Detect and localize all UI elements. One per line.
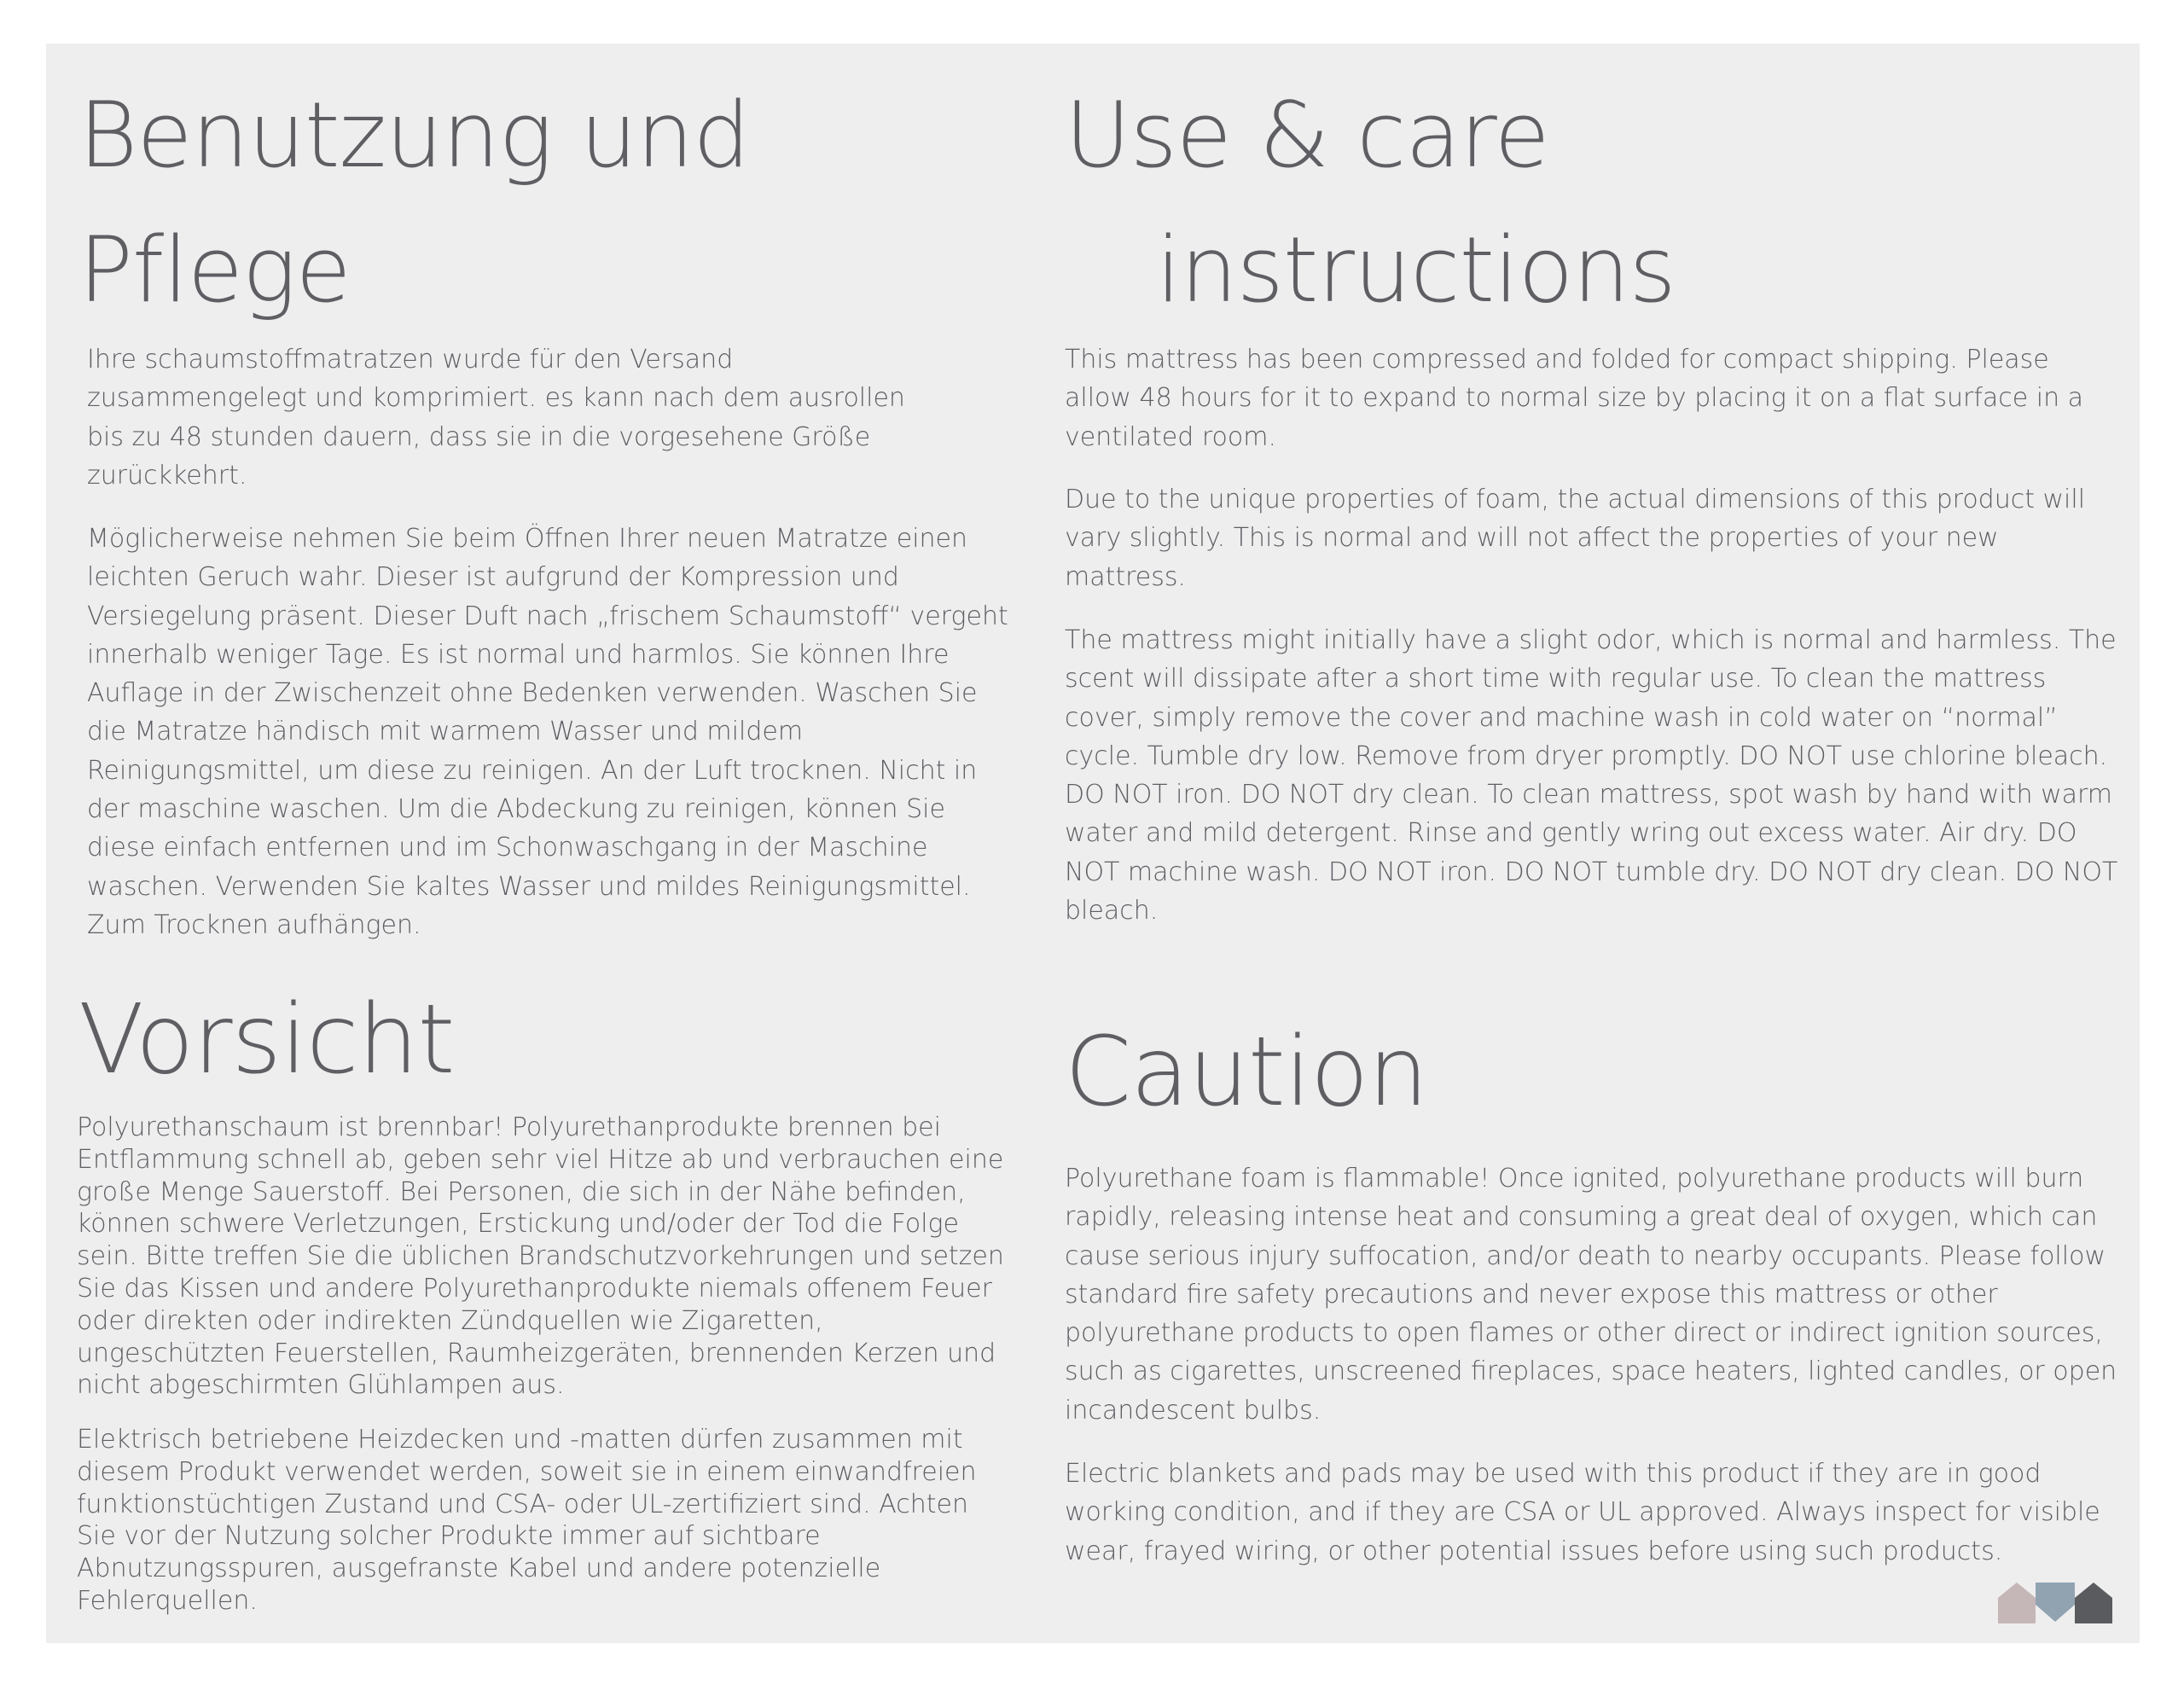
caution-paragraph-2: Electric blankets and pads may be used with this product if they are in good working condition, and if they are CSA or UL approved. Always inspect for visible wear, frayed wiring, or other potential issues before using such products. [1065,1459,2100,1566]
use-care-paragraph-1: This mattress has been compressed and folded for compact shipping. Please allow 48 hours for it to expand to normal size by placing it on a flat surface in a ventilated room. [1065,345,2084,452]
heading-use-care-line-1: Use & care [1065,83,1549,188]
heading-caution: Caution [1065,1017,1428,1128]
benutzung-paragraph-1: Ihre schaumstoffmatratzen wurde für den Versand zusammengelegt und komprimiert. es kann nach dem ausrollen bis zu 48 stunden dauern, dass sie in die vorgesehene Größe zurückkehrt. [87,345,905,491]
three-house-shapes-icon [1996,1583,2116,1625]
heading-use-care-line-2: instructions [1156,218,1676,322]
heading-benutzung-line-1: Benutzung und [78,83,750,188]
heading-benutzung-line-2: Pflege [78,218,351,322]
vorsicht-paragraph-1: Polyurethanschaum ist brennbar! Polyurethanprodukte brennen bei Entflammung schnell ab, geben sehr viel Hitze ab und verbrauchen eine große Menge Sauerstoff. Bei Personen, die sich in der Nähe befinden, können schwere Verletzungen, Erstickung und/oder der Tod die Folge sein. Bitte treffen Sie die üblichen Brandschutzvorkehrungen und setzen Sie das Kissen und andere Polyurethanprodukte niemals offenem Feuer oder direkten oder indirekten Zündquellen wie Zigaretten, ungeschützten Feuerstellen, Raumheizgeräten, brennenden Kerzen und nicht abgeschirmten Glühlampen aus. [77,1112,1004,1401]
logo-blue-shield [2036,1583,2075,1622]
logo-dark-house [2075,1583,2112,1623]
use-care-paragraph-3: The mattress might initially have a slight odor, which is normal and harmless. The scent will dissipate after a short time with regular use. To clean the mattress cover, simply remove the cover and machine wash in cold water on “normal” cycle. Tumble dry low. Remove from dryer promptly. DO NOT use chlorine bleach. DO NOT iron. DO NOT dry clean. To clean mattress, spot wash by hand with warm water and mild detergent. Rinse and gently wring out excess water. Air dry. DO NOT machine wash. DO NOT iron. DO NOT tumble dry. DO NOT dry clean. DO NOT bleach. [1065,625,2118,926]
caution-paragraph-1: Polyurethane foam is flammable! Once ignited, polyurethane products will burn rapidly, releasing intense heat and consuming a great deal of oxygen, which can cause serious injury suffocation, and/or death to nearby occupants. Please follow standard fire safety precautions and never expose this mattress or other polyurethane products to open flames or other direct or indirect ignition sources, such as cigarettes, unscreened fireplaces, space heaters, lighted candles, or open incandescent bulbs. [1065,1164,2117,1426]
benutzung-paragraph-2: Möglicherweise nehmen Sie beim Öffnen Ihrer neuen Matratze einen leichten Geruch wahr. Dieser ist aufgrund der Kompression und Versiegelung präsent. Dieser Duft nach „frischem Schaumstoff“ vergeht innerhalb weniger Tage. Es ist normal und harmlos. Sie können Ihre Auflage in der Zwischenzeit ohne Bedenken verwenden. Waschen Sie die Matratze händisch mit warmem Wasser und mildem Reinigungsmittel, um diese zu reinigen. An der Luft trocknen. Nicht in der maschine waschen. Um die Abdeckung zu reinigen, können Sie diese einfach entfernen und im Schonwaschgang in der Maschine waschen. Verwenden Sie kaltes Wasser und mildes Reinigungsmittel. Zum Trocknen aufhängen. [87,524,1008,940]
vorsicht-paragraph-2: Elektrisch betriebene Heizdecken und -matten dürfen zusammen mit diesem Produkt verwendet werden, soweit sie in einem einwandfreien funktionstüchtigen Zustand und CSA- oder UL-zertifiziert sind. Achten Sie vor der Nutzung solcher Produkte immer auf sichtbare Abnutzungsspuren, ausgefranste Kabel und andere potenzielle Fehlerquellen. [77,1425,977,1616]
heading-vorsicht: Vorsicht [78,984,455,1095]
use-care-paragraph-2: Due to the unique properties of foam, the actual dimensions of this product will vary slightly. This is normal and will not affect the properties of your new mattress. [1065,485,2086,592]
logo-pink-house [1998,1583,2036,1623]
